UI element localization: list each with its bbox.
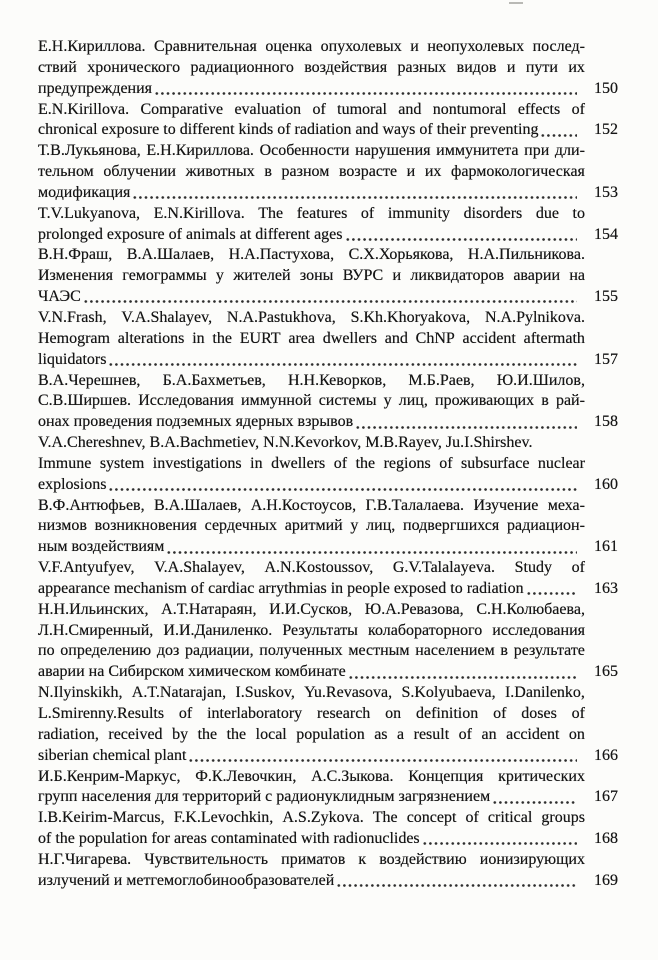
- toc-line: radiation, received by the the local population as a result of an accident on: [38, 725, 585, 743]
- toc-line: [38, 120, 618, 141]
- dot-leader: [108, 475, 577, 496]
- dot-leader: [348, 662, 577, 683]
- toc-line: [38, 871, 618, 892]
- toc-line: V.A.Chereshnev, B.A.Bachmetiev, N.N.Kevorkov, M.B.Rayev, Ju.I.Shirshev.: [38, 434, 533, 452]
- toc-line: низмов возникновения сердечных аритмий у лиц, подвергшихся радиацион-: [38, 517, 585, 535]
- toc-line: [38, 746, 618, 767]
- scan-artifact: [509, 2, 523, 4]
- toc-line: I.B.Keirim-Marcus, F.K.Levochkin, A.S.Zykova. The concept of critical groups: [38, 809, 585, 827]
- toc-line: Изменения гемограммы у жителей зоны ВУРС и ликвидаторов аварии на: [38, 267, 585, 285]
- page-number: 154: [594, 225, 618, 243]
- toc-line: [38, 662, 618, 683]
- page-number: 169: [594, 871, 618, 889]
- dot-leader: [540, 120, 577, 141]
- toc-entry: [38, 204, 618, 246]
- toc-line: Н.Г.Чигарева. Чувствительность приматов к воздействию ионизирующих: [38, 850, 585, 868]
- toc-line-text: appearance mechanism of cardiac arrythmias in people exposed to radiation: [38, 579, 524, 597]
- dot-leader: [345, 225, 578, 246]
- page-number: 152: [594, 121, 618, 139]
- toc-line: тельном облучении животных в разном возрасте и их фармокологическая: [38, 163, 585, 181]
- toc-line-text: излучений и метгемоглобинообразователей: [38, 871, 335, 889]
- toc-line-text: chronical exposure to different kinds of radiation and ways of their preventing: [38, 121, 539, 139]
- toc-line: В.Ф.Антюфьев, В.А.Шалаев, А.Н.Костоусов, Г.В.Талалаева. Изучение меха-: [38, 496, 585, 514]
- toc-entry: [38, 308, 618, 371]
- toc-entry: [38, 496, 618, 559]
- toc-line: [38, 537, 618, 558]
- toc-line-text: ЧАЭС: [38, 288, 81, 306]
- toc-line: [38, 350, 618, 371]
- toc-line: E.N.Kirillova. Comparative evaluation of tumoral and nontumoral effects of: [38, 100, 585, 118]
- toc-line: В.Н.Фраш, В.А.Шалаев, Н.А.Пастухова, С.Х.Хорьякова, Н.А.Пильникова.: [38, 246, 585, 264]
- toc-line: [38, 787, 618, 808]
- page-number: 157: [594, 350, 618, 368]
- page-number: 168: [594, 830, 618, 848]
- page-number: 163: [594, 579, 618, 597]
- toc-line: Т.В.Лукьянова, Е.Н.Кириллова. Особенности нарушения иммунитета при дли-: [38, 142, 585, 160]
- toc-line: В.А.Черешнев, Б.А.Бахметьев, Н.Н.Кеворков, М.Б.Раев, Ю.И.Шилов,: [38, 371, 585, 389]
- toc-line: Л.Н.Смиренный, И.И.Даниленко. Результаты колабораторного исследования: [38, 621, 585, 639]
- toc-line: [38, 225, 618, 246]
- toc-line: [38, 579, 618, 600]
- toc-line-text: of the population for areas contaminated with radionuclides: [38, 830, 420, 848]
- page-number: 153: [594, 183, 618, 201]
- page-number: 155: [594, 288, 618, 306]
- toc-line-text: siberian chemical plant: [38, 746, 187, 764]
- toc-line-text: prolonged exposure of animals at different ages: [38, 225, 343, 243]
- dot-leader: [132, 183, 577, 204]
- toc-line-text: ным воздействиям: [38, 538, 165, 556]
- toc-line: ствий хронического радиационного воздействия разных видов и пути их: [38, 58, 585, 76]
- toc-line-text: аварии на Сибирском химическом комбинате: [38, 663, 346, 681]
- dot-leader: [422, 829, 577, 850]
- toc-line: [38, 829, 618, 850]
- page-number: 150: [594, 79, 618, 97]
- toc-line: по определению доз радиации, полученных местным населением в результате: [38, 642, 585, 660]
- page-number: 166: [594, 746, 618, 764]
- toc-line: [38, 183, 618, 204]
- toc-line: Hemogram alterations in the EURT area dwellers and ChNP accident aftermath: [38, 329, 585, 347]
- toc-line: N.Ilyinskikh, A.T.Natarajan, I.Suskov, Yu.Revasova, S.Kolyubaeva, I.Danilenko,: [38, 684, 585, 702]
- dot-leader: [492, 787, 577, 808]
- toc-line-text: liquidators: [38, 350, 107, 368]
- dot-leader: [355, 412, 577, 433]
- dot-leader: [83, 287, 577, 308]
- toc-line: С.В.Ширшев. Исследования иммунной системы у лиц, проживающих в рай-: [38, 392, 585, 410]
- toc-entry: [38, 371, 618, 434]
- toc-entry: [38, 100, 618, 142]
- dot-leader: [188, 746, 577, 767]
- dot-leader: [154, 79, 577, 100]
- page-number: 167: [594, 788, 618, 806]
- toc-entry: [38, 37, 618, 100]
- page-number: 161: [594, 538, 618, 556]
- toc-entry: [38, 850, 618, 892]
- toc-line-text: модификация: [38, 183, 131, 201]
- toc-line-text: групп населения для территорий с радионуклидным загрязнением: [38, 788, 491, 806]
- toc-entry: [38, 245, 618, 308]
- toc-entry: [38, 141, 618, 204]
- dot-leader: [526, 579, 577, 600]
- toc-line: V.F.Antyufyev, V.A.Shalayev, A.N.Kostoussov, G.V.Talalayeva. Study of: [38, 559, 585, 577]
- toc-line: [38, 412, 618, 433]
- toc-line-text: explosions: [38, 475, 107, 493]
- page-number: 165: [594, 663, 618, 681]
- toc-line: T.V.Lukyanova, E.N.Kirillova. The features of immunity disorders due to: [38, 204, 585, 222]
- toc-line-text: онах проведения подземных ядерных взрывов: [38, 413, 354, 431]
- toc-line: L.Smirenny.Results of interlaboratory research on definition of doses of: [38, 705, 585, 722]
- dot-leader: [108, 350, 577, 371]
- toc-line: И.Б.Кенрим-Маркус, Ф.К.Левочкин, А.С.Зыкова. Концепция критических: [38, 767, 585, 785]
- dot-leader: [336, 871, 577, 892]
- toc-line-text: предупреждения: [38, 79, 153, 97]
- toc-line: [38, 287, 618, 308]
- page-number: 160: [594, 475, 618, 493]
- toc-entry: [38, 558, 618, 600]
- toc-entry: [38, 433, 618, 496]
- toc-line: V.N.Frash, V.A.Shalayev, N.A.Pastukhova, S.Kh.Khoryakova, N.A.Pylnikova.: [38, 308, 585, 326]
- toc-entry: [38, 600, 618, 683]
- toc-line: [38, 79, 618, 100]
- toc-line: Е.Н.Кириллова. Сравнительная оценка опухолевых и неопухолевых послед-: [38, 38, 585, 55]
- toc-entry: [38, 683, 618, 766]
- toc-line: Immune system investigations in dwellers of the regions of subsurface nuclear: [38, 454, 585, 472]
- toc-line: [38, 475, 618, 496]
- toc-entry: [38, 808, 618, 850]
- dot-leader: [166, 537, 577, 558]
- toc-entry: [38, 767, 618, 809]
- toc-line: Н.Н.Ильинских, А.Т.Натараян, И.И.Сусков, Ю.А.Ревазова, С.Н.Колюбаева,: [38, 600, 585, 618]
- page-number: 158: [594, 413, 618, 431]
- table-of-contents: [38, 37, 618, 892]
